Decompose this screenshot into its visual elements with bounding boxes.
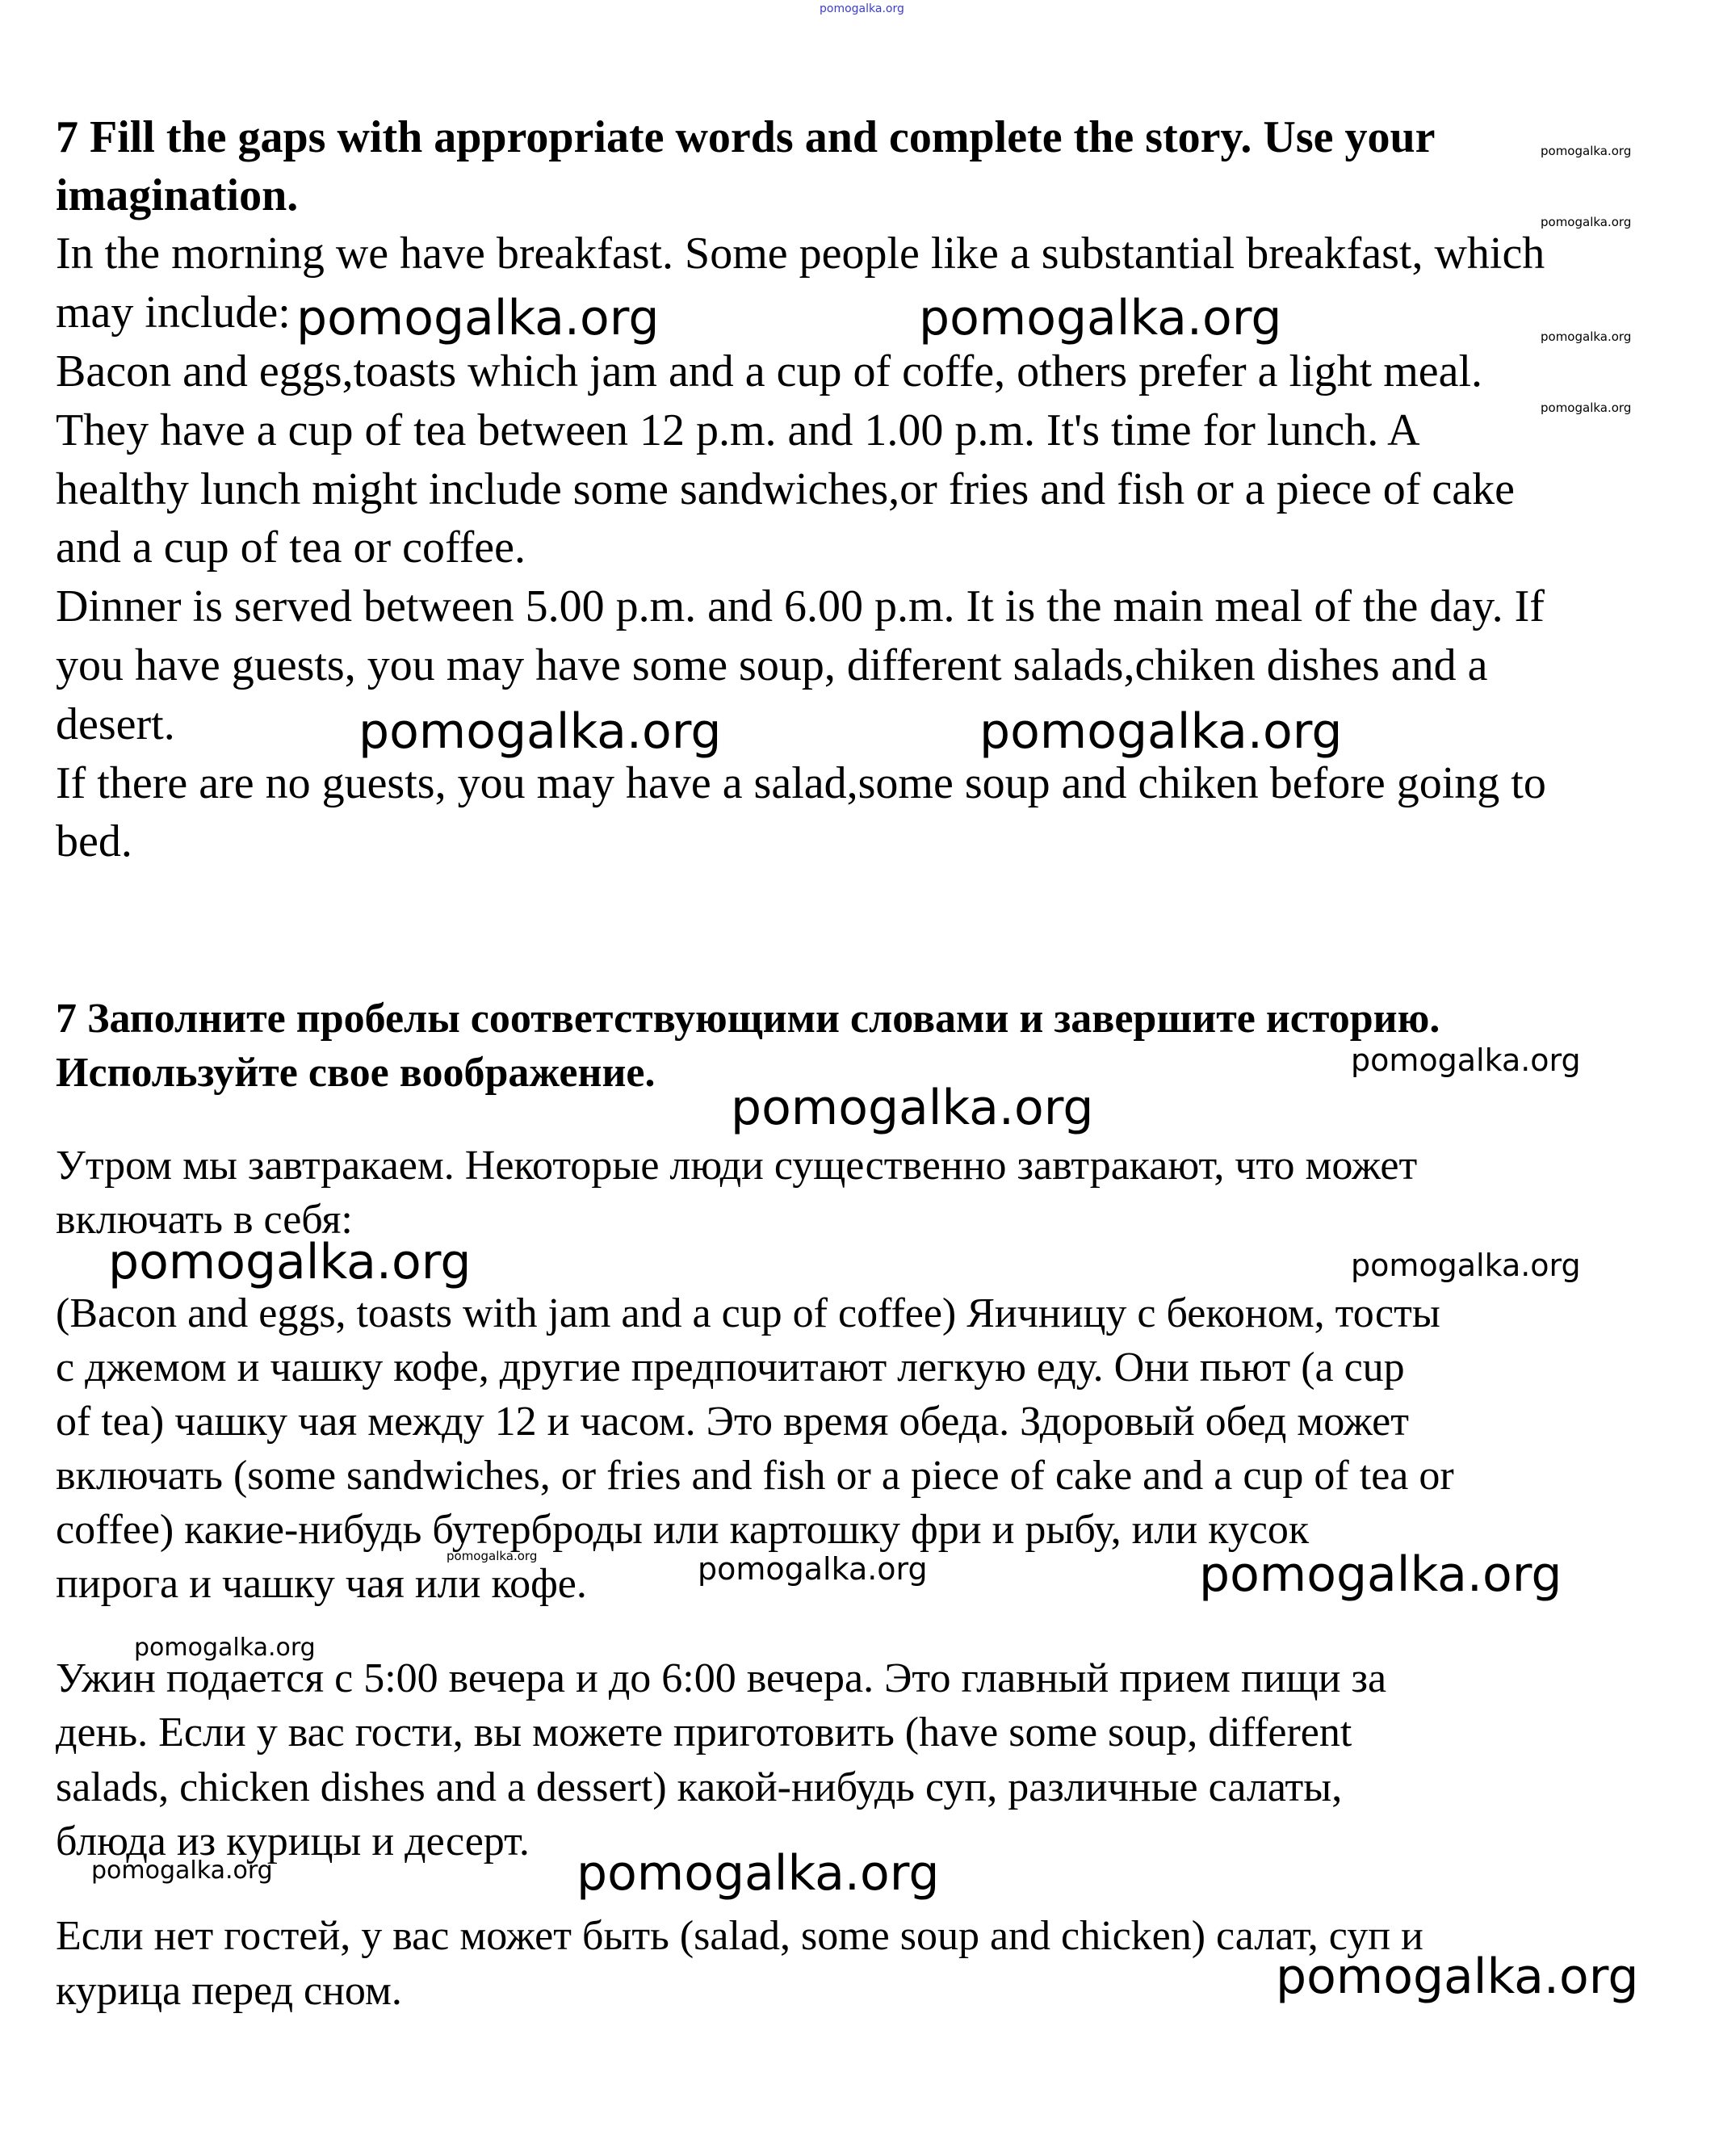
- russian-body-line: Если нет гостей, у вас может быть (salad, some soup and chicken) салат, суп и: [56, 1913, 1423, 1959]
- watermark: pomogalka.org: [1351, 1042, 1581, 1078]
- russian-body-line: курица перед сном.: [56, 1968, 402, 2014]
- watermark: pomogalka.org: [134, 1634, 316, 1662]
- russian-body-line: пирога и чашку чая или кофе.: [56, 1561, 587, 1607]
- header-watermark: pomogalka.org: [820, 2, 904, 15]
- russian-heading-line-2: Используйте свое воображение.: [56, 1050, 656, 1096]
- english-body-line: healthy lunch might include some sandwiches,or fries and fish or a piece of cake: [56, 464, 1515, 514]
- watermark: pomogalka.org: [1276, 1948, 1639, 2005]
- russian-heading-line-1: 7 Заполните пробелы соответствующими словами и завершите историю.: [56, 996, 1440, 1042]
- english-body-line: bed.: [56, 816, 132, 866]
- english-body-line: and a cup of tea or coffee.: [56, 522, 526, 573]
- watermark: pomogalka.org: [1541, 329, 1632, 344]
- english-heading-line-1: 7 Fill the gaps with appropriate words and complete the story. Use your: [56, 112, 1436, 162]
- english-body-line: desert.: [56, 699, 175, 749]
- watermark: pomogalka.org: [576, 1845, 940, 1902]
- russian-body-line: включать (some sandwiches, or fries and fish or a piece of cake and a cup of tea or: [56, 1453, 1454, 1499]
- watermark: pomogalka.org: [91, 1856, 273, 1885]
- watermark: pomogalka.org: [296, 290, 660, 346]
- english-heading-line-2: imagination.: [56, 170, 299, 220]
- english-body-line: Dinner is served between 5.00 p.m. and 6.00 p.m. It is the main meal of the day. If: [56, 581, 1545, 631]
- english-body-line: may include:: [56, 287, 291, 338]
- watermark: pomogalka.org: [1541, 215, 1632, 229]
- english-body-line: you have guests, you may have some soup, different salads,chiken dishes and a: [56, 640, 1488, 690]
- russian-body-line: (Bacon and eggs, toasts with jam and a cup of coffee) Яичницу с беконом, тосты: [56, 1290, 1440, 1336]
- english-body-line: In the morning we have breakfast. Some people like a substantial breakfast, which: [56, 229, 1545, 279]
- watermark: pomogalka.org: [108, 1234, 472, 1290]
- russian-body-line: с джемом и чашку кофе, другие предпочитают легкую еду. Они пьют (a cup: [56, 1344, 1405, 1390]
- watermark: pomogalka.org: [698, 1551, 928, 1587]
- english-body-line: They have a cup of tea between 12 p.m. and 1.00 p.m. It's time for lunch. A: [56, 405, 1420, 455]
- russian-body-line: of tea) чашку чая между 12 и часом. Это время обеда. Здоровый обед может: [56, 1399, 1409, 1445]
- watermark: pomogalka.org: [358, 703, 722, 760]
- watermark: pomogalka.org: [1199, 1546, 1562, 1603]
- russian-body-line: coffee) какие-нибудь бутерброды или картошку фри и рыбу, или кусок: [56, 1507, 1310, 1553]
- english-body-line: If there are no guests, you may have a salad,some soup and chiken before going to: [56, 758, 1546, 808]
- watermark: pomogalka.org: [1541, 401, 1632, 415]
- watermark: pomogalka.org: [979, 703, 1343, 760]
- russian-body-line: Утром мы завтракаем. Некоторые люди существенно завтракают, что может: [56, 1143, 1418, 1189]
- russian-body-line: день. Если у вас гости, вы можете приготовить (have some soup, different: [56, 1709, 1352, 1755]
- russian-body-line: Ужин подается с 5:00 вечера и до 6:00 вечера. Это главный прием пищи за: [56, 1655, 1387, 1701]
- russian-body-line: блюда из курицы и десерт.: [56, 1818, 530, 1864]
- watermark: pomogalka.org: [1351, 1248, 1581, 1283]
- russian-body-line: salads, chicken dishes and a dessert) какой-нибудь суп, различные салаты,: [56, 1764, 1343, 1810]
- watermark: pomogalka.org: [447, 1549, 538, 1563]
- watermark: pomogalka.org: [731, 1080, 1094, 1136]
- russian-body-line: включать в себя:: [56, 1197, 353, 1243]
- watermark: pomogalka.org: [919, 290, 1282, 346]
- watermark: pomogalka.org: [1541, 144, 1632, 158]
- english-body-line: Bacon and eggs,toasts which jam and a cup of coffe, others prefer a light meal.: [56, 346, 1483, 396]
